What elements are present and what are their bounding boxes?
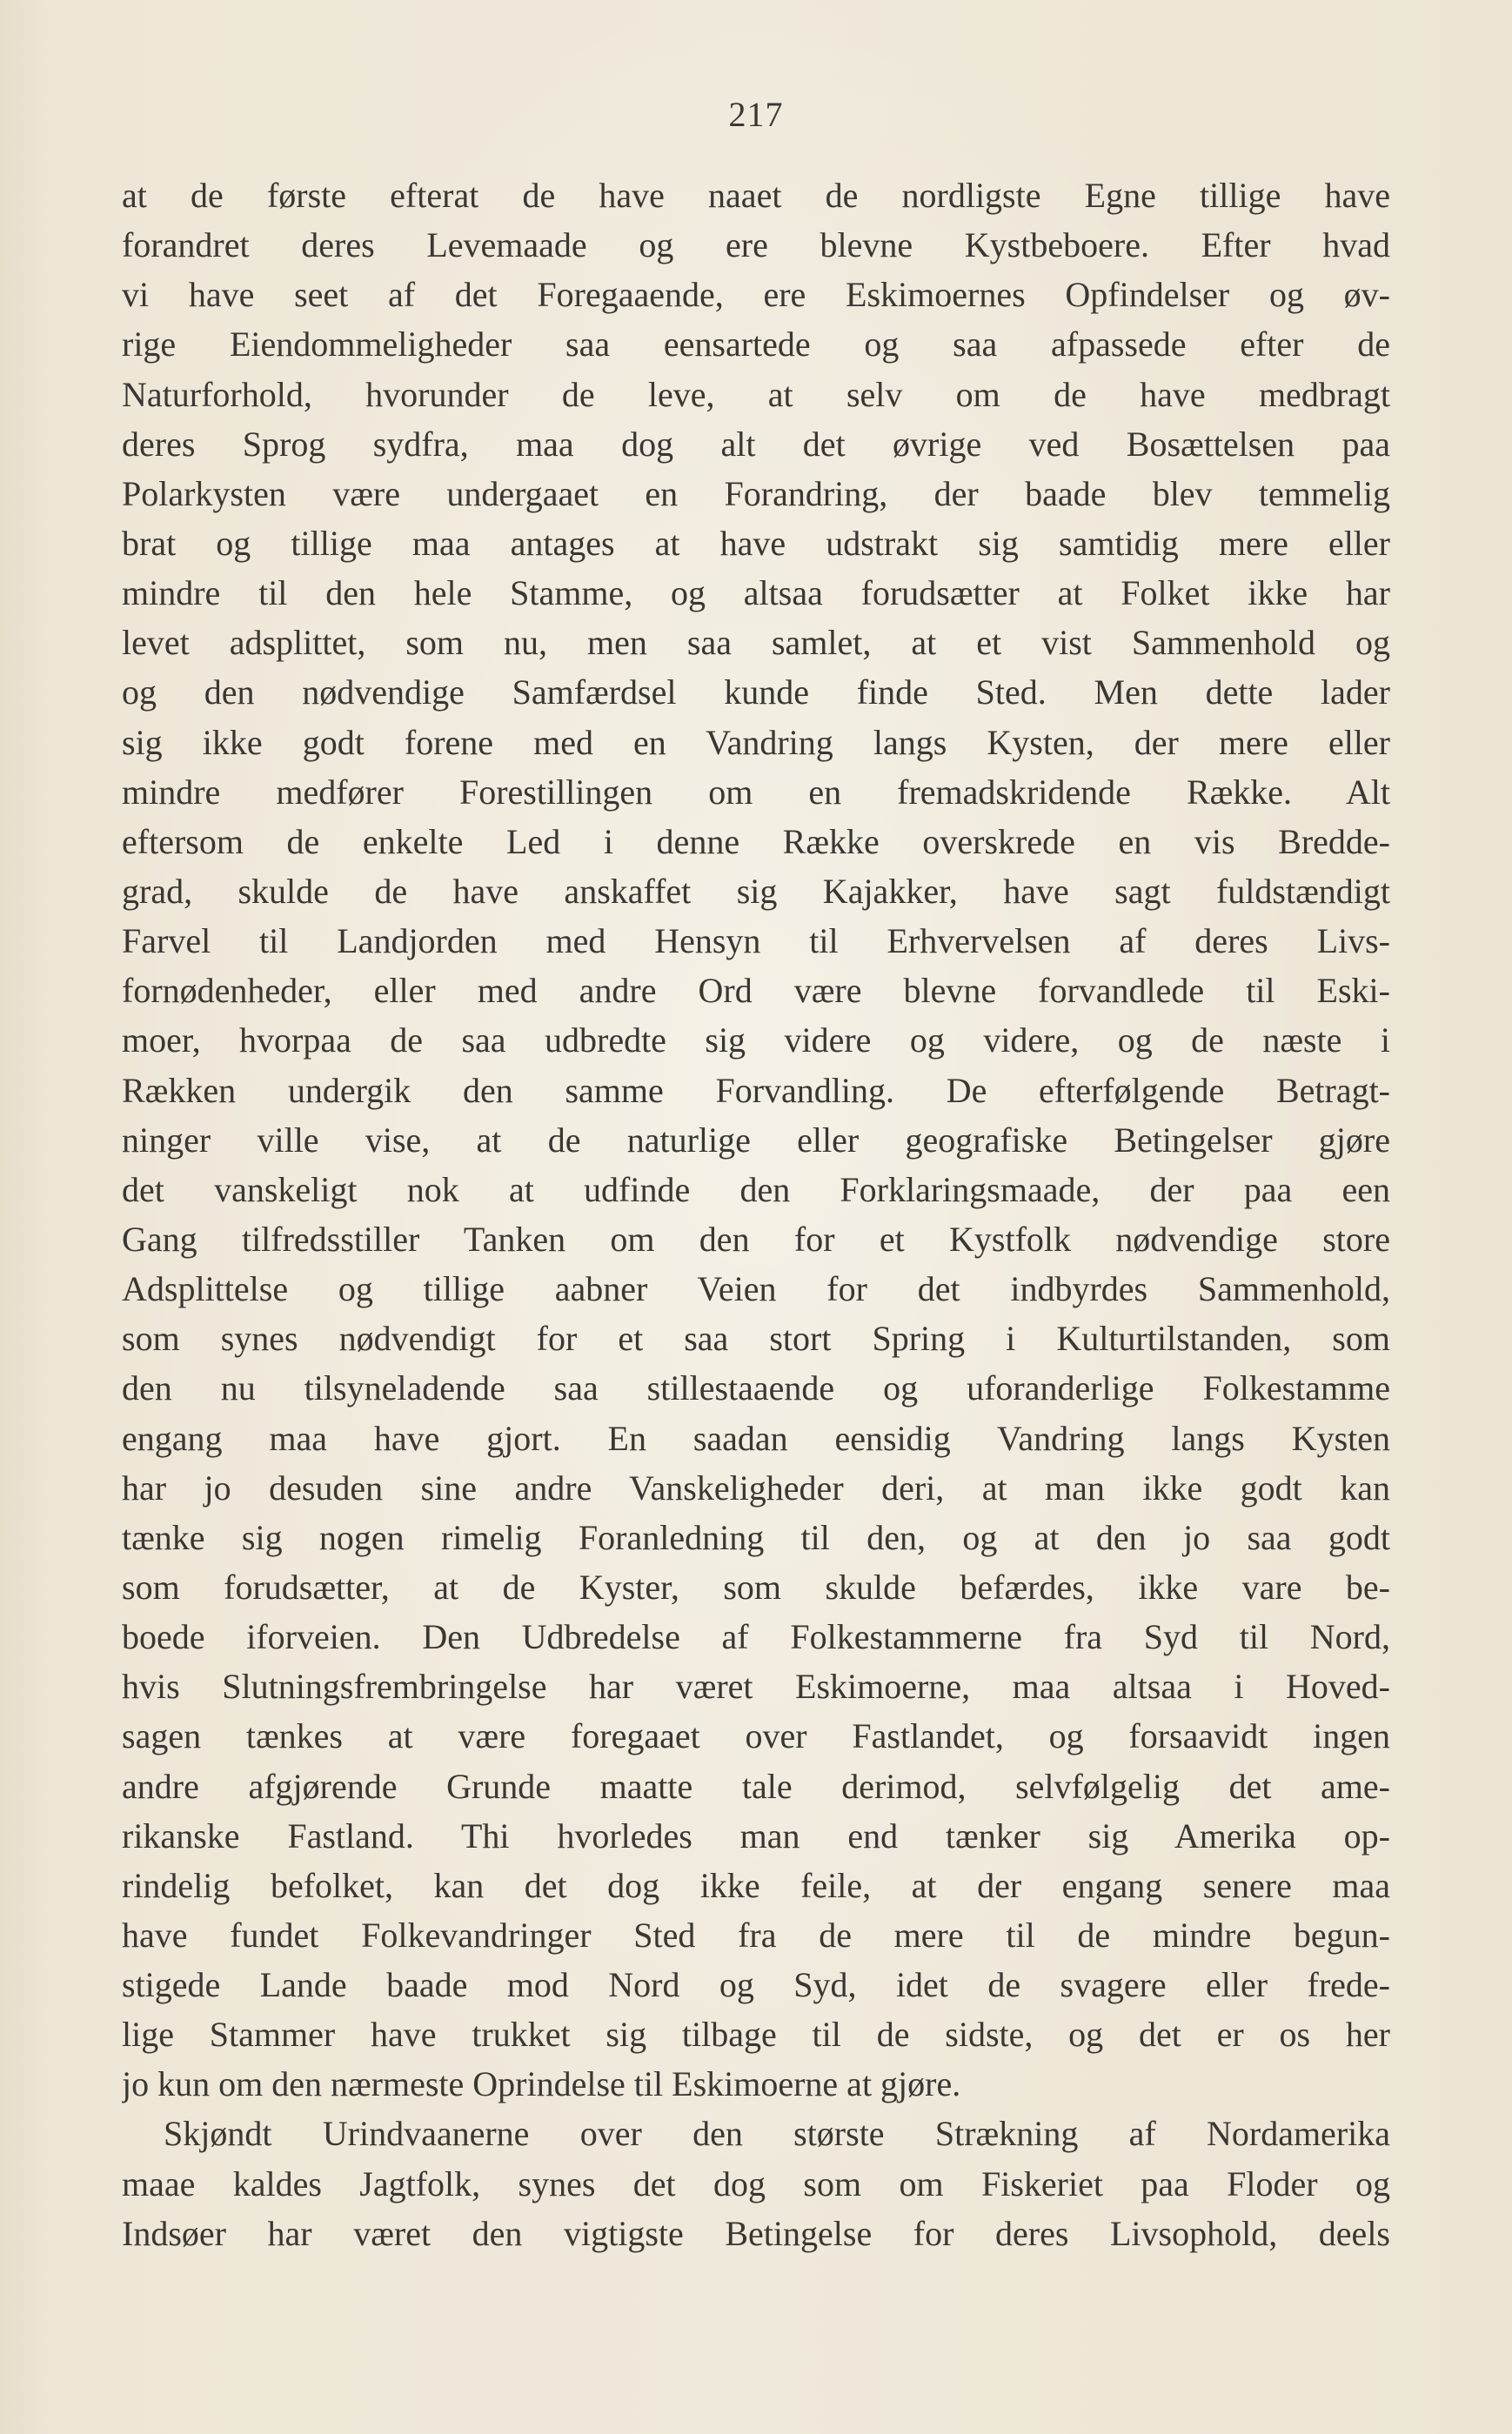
text-line: brat og tillige maa antages at have udstrakt sig samtidig mere eller [122, 523, 1390, 563]
text-line: eftersom de enkelte Led i denne Række overskrede en vis Bredde- [122, 821, 1390, 861]
page-number: 217 [728, 95, 784, 134]
text-line: som synes nødvendigt for et saa stort Spring i Kulturtilstanden, som [122, 1319, 1390, 1359]
text-line: lige Stammer have trukket sig tilbage til de sidste, og det er os her [122, 2015, 1390, 2055]
paragraph-start-line: Skjøndt Urindvaanerne over den største Strækning af Nordamerika [164, 2114, 1390, 2154]
text-line: som forudsætter, at de Kyster, som skulde befærdes, ikke vare be- [122, 1567, 1390, 1607]
text-line: levet adsplittet, som nu, men saa samlet, at et vist Sammenhold og [122, 623, 1390, 663]
text-line: forandret deres Levemaade og ere blevne Kystbeboere. Efter hvad [122, 225, 1390, 265]
text-line: fornødenheder, eller med andre Ord være blevne forvandlede til Eski- [122, 971, 1390, 1011]
text-line: engang maa have gjort. En saadan eensidig Vandring langs Kysten [122, 1418, 1390, 1458]
text-line: Gang tilfredsstiller Tanken om den for et Kystfolk nødvendige store [122, 1219, 1390, 1259]
paragraph-end-line: jo kun om den nærmeste Oprindelse til Eskimoerne at gjøre. [122, 2064, 961, 2104]
text-line: maae kaldes Jagtfolk, synes det dog som om Fiskeriet paa Floder og [122, 2163, 1390, 2203]
text-line: grad, skulde de have anskaffet sig Kajakker, have sagt fuldstændigt [122, 871, 1390, 911]
text-line: mindre medfører Forestillingen om en fremadskridende Række. Alt [122, 772, 1390, 812]
text-line: sagen tænkes at være foregaaet over Fastlandet, og forsaavidt ingen [122, 1716, 1390, 1756]
text-line: Rækken undergik den samme Forvandling. De efterfølgende Betragt- [122, 1070, 1390, 1110]
text-line: boede iforveien. Den Udbredelse af Folkestammerne fra Syd til Nord, [122, 1617, 1390, 1657]
text-line: vi have seet af det Foregaaende, ere Eskimoernes Opfindelser og øv- [122, 275, 1390, 315]
text-line: har jo desuden sine andre Vanskeligheder deri, at man ikke godt kan [122, 1468, 1390, 1508]
text-line: rige Eiendommeligheder saa eensartede og saa afpassede efter de [122, 324, 1390, 364]
text-line: rikanske Fastland. Thi hvorledes man end tænker sig Amerika op- [122, 1815, 1390, 1856]
text-line: sig ikke godt forene med en Vandring langs Kysten, der mere eller [122, 722, 1390, 762]
text-line: ninger ville vise, at de naturlige eller geografiske Betingelser gjøre [122, 1120, 1390, 1160]
text-line: hvis Slutningsfrembringelse har været Eskimoerne, maa altsaa i Hoved- [122, 1667, 1390, 1707]
text-line: andre afgjørende Grunde maatte tale derimod, selvfølgelig det ame- [122, 1766, 1390, 1806]
text-line: Adsplittelse og tillige aabner Veien for det indbyrdes Sammenhold, [122, 1269, 1390, 1309]
text-line: Naturforhold, hvorunder de leve, at selv om de have medbragt [122, 374, 1390, 414]
text-line: Polarkysten være undergaaet en Forandring, der baade blev temmelig [122, 473, 1390, 513]
text-line: mindre til den hele Stamme, og altsaa forudsætter at Folket ikke har [122, 573, 1390, 613]
text-line: og den nødvendige Samfærdsel kunde finde Sted. Men dette lader [122, 672, 1390, 712]
text-line: tænke sig nogen rimelig Foranledning til den, og at den jo saa godt [122, 1517, 1390, 1557]
text-line: den nu tilsyneladende saa stillestaaende og uforanderlige Folkestamme [122, 1368, 1390, 1408]
text-line: moer, hvorpaa de saa udbredte sig videre og videre, og de næste i [122, 1020, 1390, 1060]
text-line: det vanskeligt nok at udfinde den Forklaringsmaade, der paa een [122, 1169, 1390, 1209]
text-line: stigede Lande baade mod Nord og Syd, idet de svagere eller frede- [122, 1965, 1390, 2005]
text-line: rindelig befolket, kan det dog ikke feile, at der engang senere maa [122, 1865, 1390, 1905]
text-line: deres Sprog sydfra, maa dog alt det øvrige ved Bosættelsen paa [122, 424, 1390, 464]
text-line: Indsøer har været den vigtigste Betingelse for deres Livsophold, deels [122, 2213, 1390, 2253]
body-text [122, 171, 1390, 2258]
text-line: at de første efterat de have naaet de nordligste Egne tillige have [122, 176, 1390, 215]
text-line: have fundet Folkevandringer Sted fra de mere til de mindre begun- [122, 1915, 1390, 1955]
text-line: Farvel til Landjorden med Hensyn til Erhvervelsen af deres Livs- [122, 921, 1390, 961]
